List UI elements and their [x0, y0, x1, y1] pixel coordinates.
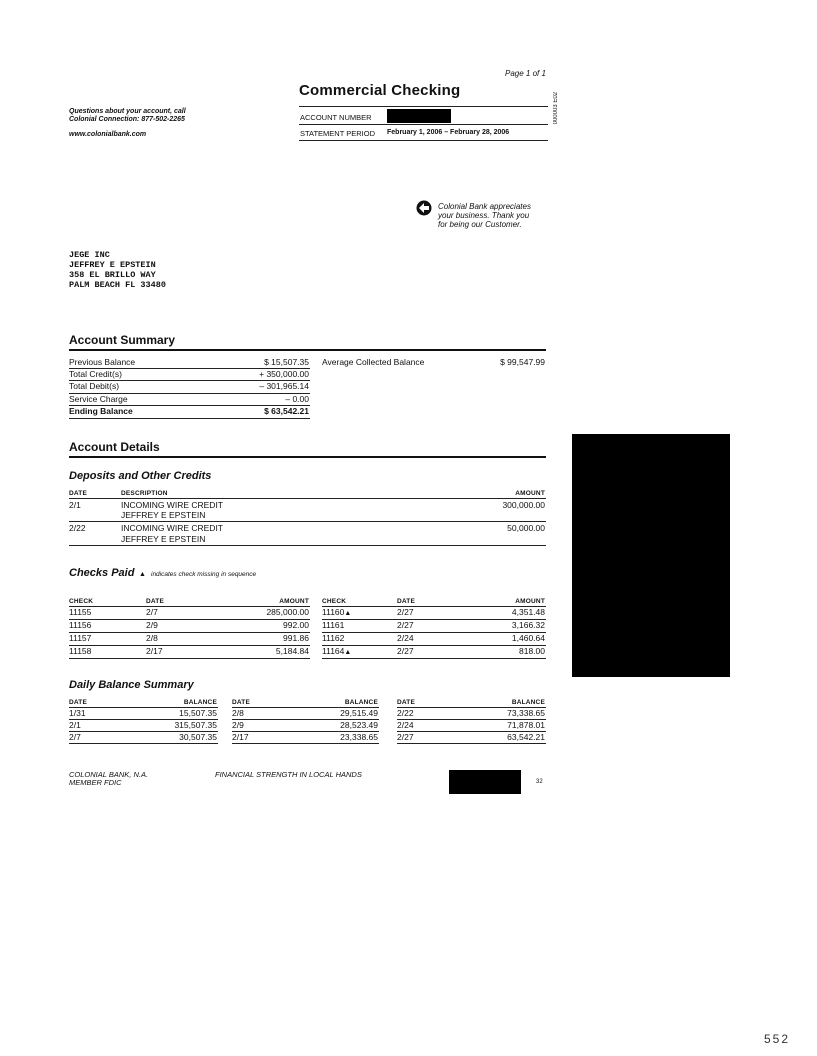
deposit-date: 2/22 — [69, 523, 86, 533]
daily-col-balance: BALANCE — [344, 699, 378, 706]
footer-redaction — [449, 770, 521, 794]
check-date: 2/7 — [146, 607, 158, 617]
daily-balance: 23,338.65 — [340, 732, 378, 742]
account-number-label: ACCOUNT NUMBER — [300, 113, 372, 122]
daily-balance: 28,523.49 — [340, 720, 378, 730]
bank-website: www.colonialbank.com — [69, 131, 147, 138]
check-amount: 5,184.84 — [275, 646, 309, 656]
deposits-header-rule — [69, 498, 546, 499]
address-line: PALM BEACH FL 33480 — [69, 280, 166, 290]
daily-balance: 15,507.35 — [179, 708, 217, 718]
daily-date: 2/24 — [397, 720, 414, 730]
check-amount: 4,351.48 — [511, 607, 545, 617]
deposits-col-description: DESCRIPTION — [121, 490, 168, 497]
check-number: 11158 — [69, 646, 92, 656]
header-rule-3 — [299, 140, 548, 141]
check-date: 2/27 — [397, 607, 414, 617]
side-redaction — [572, 434, 730, 677]
account-summary-heading: Account Summary — [69, 333, 176, 347]
daily-balance: 73,338.65 — [507, 708, 545, 718]
footer-code: 32 — [536, 779, 543, 785]
check-date: 2/27 — [397, 620, 414, 630]
checks-col-date: DATE — [397, 598, 416, 605]
footer-member-fdic: MEMBER FDIC — [69, 778, 122, 787]
summary-value: $ 63,542.21 — [264, 406, 309, 416]
check-amount: 818.00 — [519, 646, 545, 656]
contact-line-1: Questions about your account, call — [69, 108, 186, 115]
summary-label: Total Debit(s) — [69, 381, 120, 391]
deposit-amount: 50,000.00 — [507, 523, 545, 533]
deposit-row-rule — [69, 521, 546, 522]
header-rule-2 — [299, 124, 548, 125]
deposit-row-rule — [69, 545, 546, 546]
appreciation-line-3: for being our Customer. — [438, 220, 522, 229]
deposit-description: INCOMING WIRE CREDIT — [121, 500, 223, 510]
appreciation-line-2: your business. Thank you — [438, 211, 530, 220]
daily-col-date: DATE — [397, 699, 416, 706]
address-line: 358 EL BRILLO WAY — [69, 270, 156, 280]
check-number: 11155 — [69, 607, 92, 617]
check-amount: 1,460.64 — [511, 633, 545, 643]
check-amount: 285,000.00 — [266, 607, 309, 617]
daily-col-balance: BALANCE — [511, 699, 545, 706]
deposit-amount: 300,000.00 — [502, 500, 545, 510]
deposits-col-amount: AMOUNT — [515, 490, 545, 497]
summary-label: Service Charge — [69, 394, 128, 404]
summary-value: + 350,000.00 — [259, 369, 309, 379]
deposits-col-date: DATE — [69, 490, 88, 497]
checks-col-check: CHECK — [69, 598, 94, 605]
daily-date: 2/22 — [397, 708, 414, 718]
missing-marker-icon: ▲ — [139, 571, 146, 578]
check-number: 11157 — [69, 633, 92, 643]
deposit-date: 2/1 — [69, 500, 81, 510]
daily-balance: 29,515.49 — [340, 708, 378, 718]
summary-value: $ 15,507.35 — [264, 357, 309, 367]
daily-date: 1/31 — [69, 708, 86, 718]
missing-marker-icon: ▲ — [344, 649, 352, 656]
daily-row-rule — [69, 743, 218, 744]
missing-marker-icon: ▲ — [344, 610, 352, 617]
check-number: 11160▲ — [322, 607, 352, 617]
daily-row-rule — [232, 743, 379, 744]
daily-col-date: DATE — [69, 699, 88, 706]
mailing-address — [69, 250, 166, 290]
checks-col-check: CHECK — [322, 598, 347, 605]
check-amount: 991.86 — [283, 633, 309, 643]
check-amount: 992.00 — [283, 620, 309, 630]
page-number: 552 — [764, 1032, 791, 1046]
account-number-redaction — [387, 109, 451, 123]
summary-row-rule — [69, 418, 310, 419]
daily-col-date: DATE — [232, 699, 251, 706]
contact-line-2: Colonial Connection: 877-502-2265 — [69, 116, 185, 123]
summary-label: Total Credit(s) — [69, 369, 122, 379]
check-number: 11161 — [322, 620, 345, 630]
check-date: 2/17 — [146, 646, 163, 656]
check-date: 2/24 — [397, 633, 414, 643]
check-number: 11162 — [322, 633, 345, 643]
account-summary-rule — [69, 349, 546, 351]
statement-period-label: STATEMENT PERIOD — [300, 129, 376, 138]
footer-bank-name: COLONIAL BANK, N.A. — [69, 770, 149, 779]
summary-label: Previous Balance — [69, 357, 136, 367]
checks-col-amount: AMOUNT — [515, 598, 545, 605]
daily-date: 2/7 — [69, 732, 81, 742]
daily-date: 2/17 — [232, 732, 249, 742]
check-date: 2/27 — [397, 646, 414, 656]
deposit-description: JEFFREY E EPSTEIN — [121, 510, 206, 520]
deposit-description: JEFFREY E EPSTEIN — [121, 534, 206, 544]
side-code: 000003 E02 — [553, 92, 559, 125]
checks-col-amount: AMOUNT — [279, 598, 309, 605]
check-number: 11156 — [69, 620, 92, 630]
check-row-rule — [69, 658, 310, 659]
daily-balance: 71,878.01 — [507, 720, 545, 730]
address-line: JEFFREY E EPSTEIN — [69, 260, 156, 270]
daily-balance-heading: Daily Balance Summary — [69, 679, 194, 691]
account-details-heading: Account Details — [69, 440, 160, 454]
daily-date: 2/9 — [232, 720, 244, 730]
summary-value: – 0.00 — [285, 394, 309, 404]
daily-date: 2/8 — [232, 708, 244, 718]
daily-row-rule — [397, 743, 546, 744]
daily-date: 2/1 — [69, 720, 81, 730]
check-row-rule — [322, 658, 546, 659]
address-line: JEGE INC — [69, 250, 110, 260]
deposit-description: INCOMING WIRE CREDIT — [121, 523, 223, 533]
account-details-rule — [69, 456, 546, 458]
checks-note: indicates check missing in sequence — [151, 571, 257, 578]
daily-balance: 63,542.21 — [507, 732, 545, 742]
avg-balance-value: $ 99,547.99 — [500, 357, 545, 367]
daily-balance: 30,507.35 — [179, 732, 217, 742]
checks-col-date: DATE — [146, 598, 165, 605]
header-rule-1 — [299, 106, 548, 107]
footer-slogan: FINANCIAL STRENGTH IN LOCAL HANDS — [215, 770, 362, 779]
page-info: Page 1 of 1 — [505, 69, 546, 78]
check-amount: 3,166.32 — [511, 620, 545, 630]
appreciation-line-1: Colonial Bank appreciates — [438, 202, 531, 211]
summary-value: – 301,965.14 — [259, 381, 309, 391]
daily-balance: 315,507.35 — [174, 720, 217, 730]
summary-label: Ending Balance — [69, 406, 133, 416]
check-number: 11164▲ — [322, 646, 352, 656]
daily-col-balance: BALANCE — [183, 699, 217, 706]
checks-heading: Checks Paid — [69, 567, 135, 579]
statement-title: Commercial Checking — [299, 82, 461, 99]
check-date: 2/8 — [146, 633, 158, 643]
avg-balance-label: Average Collected Balance — [322, 357, 425, 367]
check-date: 2/9 — [146, 620, 158, 630]
deposits-heading: Deposits and Other Credits — [69, 470, 212, 482]
bank-logo-icon — [416, 200, 432, 216]
daily-date: 2/27 — [397, 732, 414, 742]
statement-period-value: February 1, 2006 – February 28, 2006 — [387, 129, 510, 136]
